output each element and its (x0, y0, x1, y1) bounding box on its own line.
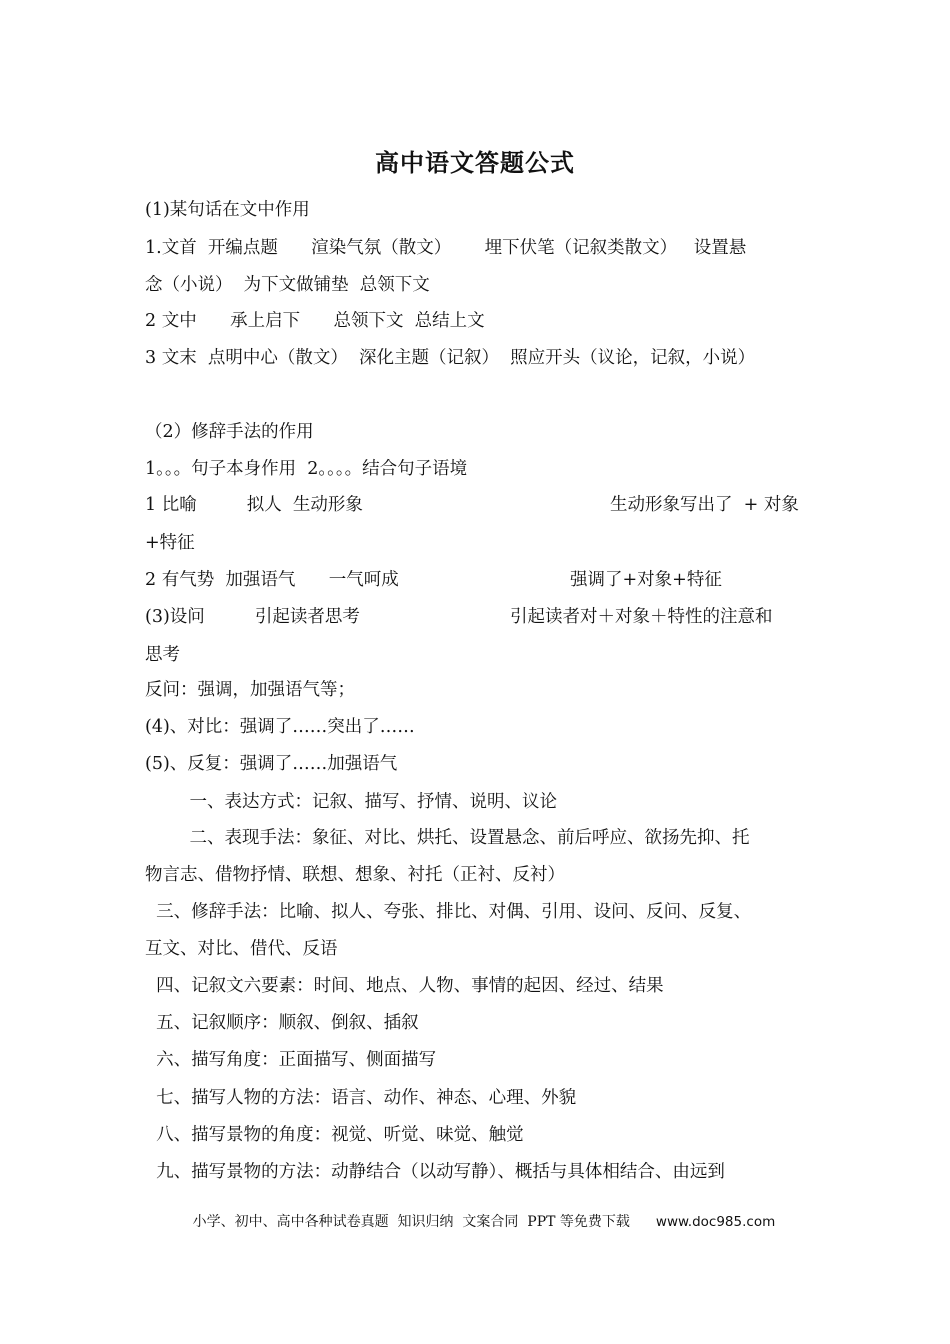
footer-text: 小学、初中、高中各种试卷真题 知识归纳 文案合同 PPT 等免费下载 (192, 1214, 630, 1230)
metaphor-line-left: 1 比喻 拟人 生动形象 (145, 495, 363, 515)
knowledge-item-2: 二、表现手法：象征、对比、烘托、设置悬念、前后呼应、欲扬先抑、托 (145, 828, 750, 848)
page-title: 高中语文答题公式 (375, 148, 575, 177)
knowledge-item-3: 三、修辞手法：比喻、拟人、夸张、排比、对偶、引用、设问、反问、反复、 (145, 902, 752, 922)
knowledge-item-4: 四、记叙文六要素：时间、地点、人物、事情的起因、经过、结果 (145, 976, 664, 996)
knowledge-item-9: 九、描写景物的方法：动静结合（以动写静）、概括与具体相结合、由远到 (145, 1162, 725, 1182)
momentum-line-right: 强调了+对象+特征 (570, 570, 722, 590)
page-footer (0, 1192, 950, 1252)
footer-url[interactable]: www.doc985.com (655, 1214, 776, 1230)
knowledge-item-8: 八、描写景物的角度：视觉、听觉、味觉、触觉 (145, 1125, 524, 1145)
knowledge-item-5: 五、记叙顺序：顺叙、倒叙、插叙 (145, 1013, 419, 1033)
section-1-line-1: 1.文首 开编点题 渲染气氛（散文） 埋下伏笔（记叙类散文） 设置悬 (145, 238, 747, 258)
section-1-heading: (1)某句话在文中作用 (145, 200, 310, 220)
knowledge-item-1: 一、表达方式：记叙、描写、抒情、说明、议论 (145, 792, 558, 812)
knowledge-item-6: 六、描写角度：正面描写、侧面描写 (145, 1050, 437, 1070)
question-line-left: (3)设问 引起读者思考 (145, 607, 360, 627)
knowledge-item-7: 七、描写人物的方法：语言、动作、神态、心理、外貌 (145, 1088, 577, 1108)
knowledge-item-3-cont: 互文、对比、借代、反语 (145, 939, 338, 959)
metaphor-line-right: 生动形象写出了 + 对象 (610, 495, 799, 515)
question-line-cont: 思考 (145, 645, 180, 665)
repetition-line: (5)、反复：强调了……加强语气 (145, 754, 398, 774)
question-line-right: 引起读者对＋对象＋特性的注意和 (510, 607, 773, 627)
section-2-line-1: 1。。。句子本身作用 2。。。。结合句子语境 (145, 459, 468, 479)
knowledge-item-2-cont: 物言志、借物抒情、联想、想象、衬托（正衬、反衬） (145, 865, 565, 885)
rhetorical-question-line: 反问：强调，加强语气等； (145, 680, 355, 700)
metaphor-line-cont: +特征 (145, 533, 195, 553)
momentum-line-left: 2 有气势 加强语气 一气呵成 (145, 570, 399, 590)
section-1-line-4: 3 文末 点明中心（散文） 深化主题（记叙） 照应开头（议论，记叙，小说） (145, 348, 756, 368)
section-1-line-2: 念（小说） 为下文做铺垫 总领下文 (145, 275, 430, 295)
contrast-line: (4)、对比：强调了……突出了…… (145, 717, 415, 737)
section-2-heading: （2）修辞手法的作用 (145, 422, 314, 442)
section-1-line-3: 2 文中 承上启下 总领下文 总结上文 (145, 311, 485, 331)
